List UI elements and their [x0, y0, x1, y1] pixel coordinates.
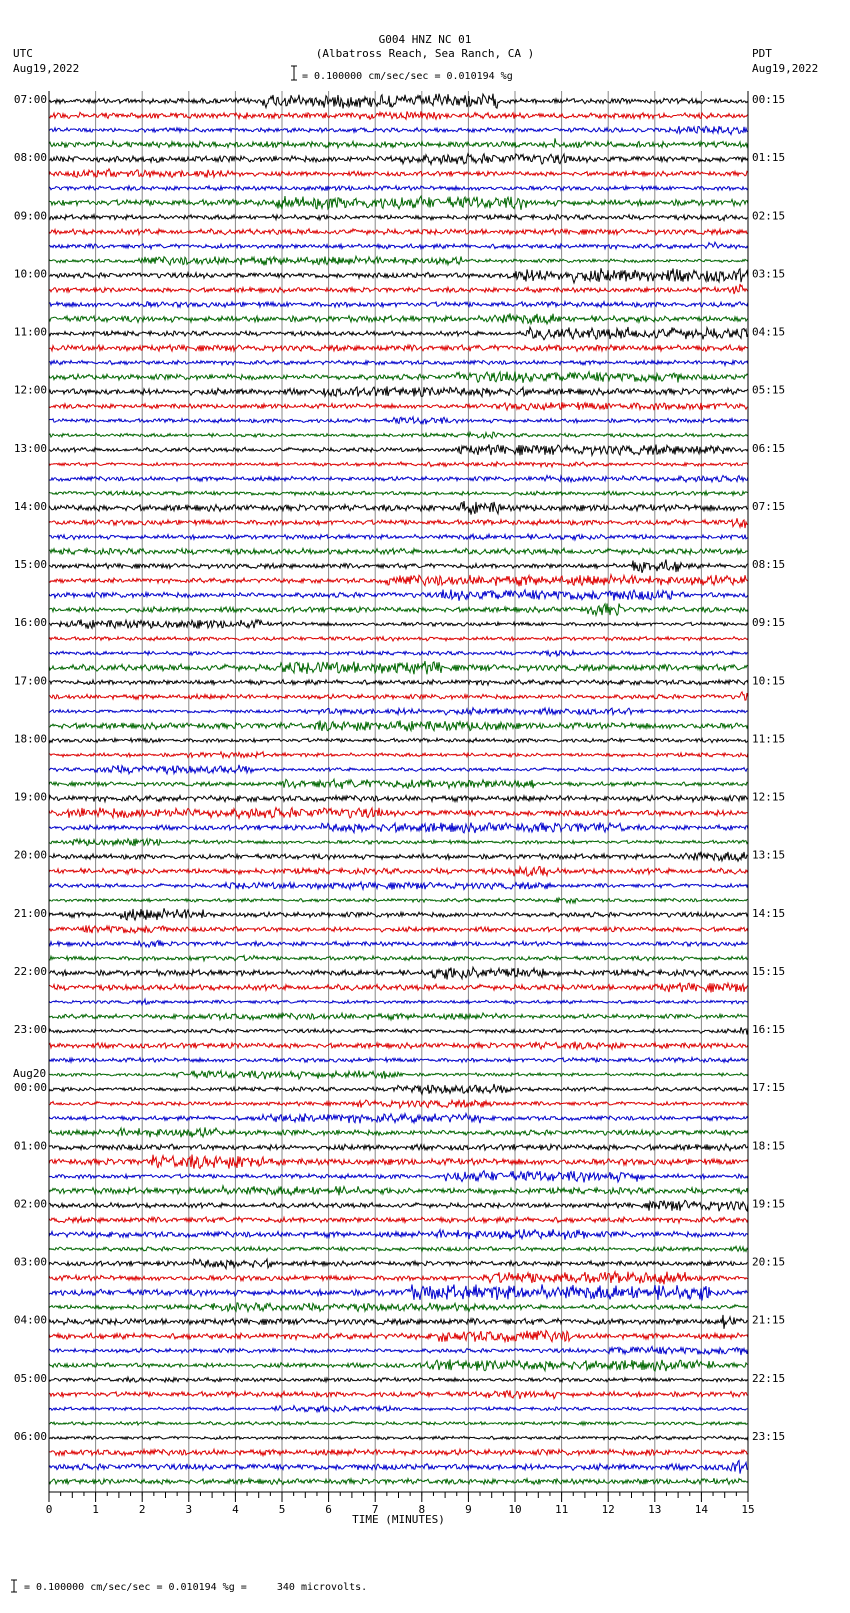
pdt-hour-label: 20:15: [752, 1255, 786, 1269]
scale-text: = 0.100000 cm/sec/sec = 0.010194 %g: [302, 71, 513, 82]
pdt-hour-label: 12:15: [752, 790, 786, 804]
seismic-trace: [49, 518, 748, 528]
x-tick-label: 9: [465, 1503, 472, 1516]
seismic-trace: [49, 752, 748, 758]
utc-hour-label: 15:00: [13, 558, 47, 571]
x-tick-label: 4: [232, 1503, 239, 1516]
seismic-trace: [49, 94, 748, 109]
utc-hour-label: 08:00: [13, 151, 47, 165]
utc-hour-label: 00:00: [13, 1081, 47, 1095]
utc-hour-label: 19:00: [13, 790, 47, 804]
x-tick-label: 5: [278, 1503, 286, 1516]
date-change-label: Aug20: [13, 1067, 47, 1081]
seismic-trace: [49, 1127, 748, 1137]
x-tick-label: 6: [325, 1503, 332, 1516]
seismic-trace: [49, 345, 748, 351]
x-tick-label: 13: [648, 1503, 662, 1516]
station-title: G004 HNZ NC 01: [378, 33, 472, 46]
seismic-trace: [49, 651, 748, 657]
seismic-trace: [49, 360, 748, 365]
pdt-hour-label: 13:15: [752, 848, 786, 862]
pdt-hour-label: 08:15: [752, 558, 786, 571]
pdt-hour-label: 11:15: [752, 732, 786, 746]
utc-hour-label: 17:00: [13, 674, 47, 688]
x-tick-label: 15: [741, 1503, 755, 1516]
seismic-trace: [49, 154, 748, 165]
seismic-trace: [49, 327, 748, 340]
seismic-trace: [49, 1421, 748, 1425]
seismic-trace: [49, 386, 748, 396]
seismic-trace: [49, 138, 748, 148]
right-date: Aug19,2022: [752, 62, 819, 75]
seismic-trace: [49, 548, 748, 554]
seismic-trace: [49, 692, 748, 700]
pdt-hour-label: 23:15: [752, 1429, 786, 1443]
x-tick-label: 2: [138, 1503, 146, 1516]
seismic-trace: [49, 1478, 748, 1484]
seismic-trace: [49, 1259, 748, 1269]
x-tick-label: 11: [554, 1503, 569, 1516]
seismic-trace: [49, 1200, 748, 1211]
footer-scale-note: = 0.100000 cm/sec/sec = 0.010194 %g = 340 microvolts.: [24, 1582, 368, 1593]
seismic-trace: [49, 808, 748, 819]
utc-hour-label: 01:00: [13, 1139, 47, 1153]
seismic-trace: [49, 1246, 748, 1251]
seismic-trace: [49, 720, 748, 731]
utc-hour-label: 02:00: [13, 1197, 47, 1211]
seismic-trace: [49, 1303, 748, 1312]
pdt-hour-label: 21:15: [752, 1313, 786, 1327]
seismic-trace: [49, 1217, 748, 1223]
utc-hour-label: 23:00: [13, 1023, 47, 1036]
seismic-trace: [49, 402, 748, 410]
utc-hour-label: 18:00: [13, 732, 47, 746]
seismic-trace: [49, 126, 748, 135]
x-tick-label: 10: [508, 1503, 522, 1516]
pdt-hour-label: 15:15: [752, 964, 786, 978]
pdt-hour-label: 03:15: [752, 267, 786, 281]
seismic-trace: [49, 1113, 748, 1123]
seismic-trace: [49, 967, 748, 979]
utc-hour-label: 11:00: [13, 325, 47, 339]
seismic-trace: [49, 462, 748, 467]
seismic-trace: [49, 1331, 748, 1342]
utc-hour-label: 10:00: [13, 267, 47, 281]
footer-scale-bar-icon: [11, 1580, 17, 1592]
seismic-trace: [49, 501, 748, 515]
seismic-trace: [49, 867, 748, 877]
x-tick-label: 1: [92, 1503, 99, 1516]
pdt-hour-label: 18:15: [752, 1139, 786, 1153]
utc-hour-label: 05:00: [13, 1371, 47, 1385]
utc-hour-label: 20:00: [13, 848, 47, 862]
x-tick-label: 3: [185, 1503, 193, 1516]
utc-hour-label: 03:00: [13, 1255, 47, 1269]
seismic-trace: [49, 111, 748, 119]
seismic-trace: [49, 1144, 748, 1151]
seismic-trace: [49, 590, 748, 601]
utc-hour-label: 21:00: [13, 906, 47, 920]
seismic-trace: [49, 1229, 748, 1239]
seismic-trace: [49, 823, 748, 834]
seismic-trace: [49, 1347, 748, 1356]
seismic-trace: [49, 1406, 748, 1413]
seismic-trace: [49, 1436, 748, 1440]
seismic-trace: [49, 898, 748, 903]
seismic-trace: [49, 1013, 748, 1020]
pdt-hour-label: 16:15: [752, 1023, 786, 1036]
seismic-trace: [49, 1359, 748, 1371]
pdt-hour-label: 10:15: [752, 674, 786, 688]
seismic-trace: [49, 476, 748, 483]
seismic-trace: [49, 637, 748, 641]
seismic-trace: [49, 1391, 748, 1399]
utc-hour-label: 06:00: [13, 1429, 47, 1443]
seismic-trace: [49, 169, 748, 178]
pdt-hour-label: 01:15: [752, 151, 786, 165]
seismic-trace: [49, 925, 748, 933]
seismic-trace: [49, 1084, 748, 1094]
right-timezone: PDT: [752, 47, 772, 60]
seismic-trace: [49, 852, 748, 862]
left-date: Aug19,2022: [13, 62, 80, 75]
seismic-trace: [49, 1186, 748, 1196]
seismic-trace: [49, 256, 748, 265]
seismic-trace: [49, 882, 748, 890]
pdt-hour-label: 17:15: [752, 1081, 786, 1095]
seismic-trace: [49, 215, 748, 221]
utc-hour-label: 04:00: [13, 1313, 47, 1327]
x-tick-label: 7: [371, 1503, 379, 1516]
seismic-trace: [49, 444, 748, 455]
x-tick-label: 14: [694, 1503, 709, 1516]
utc-hour-label: 13:00: [13, 441, 47, 455]
pdt-hour-label: 00:15: [752, 93, 786, 106]
x-tick-label: 0: [45, 1503, 53, 1516]
seismic-trace: [49, 1449, 748, 1456]
utc-hour-label: 14:00: [13, 499, 47, 513]
location-title: (Albatross Reach, Sea Ranch, CA ): [315, 47, 535, 60]
seismic-trace: [49, 417, 748, 424]
seismic-trace: [49, 284, 748, 294]
x-axis-label: TIME (MINUTES): [352, 1513, 445, 1526]
seismic-trace: [49, 1100, 748, 1108]
seismic-trace: [49, 313, 748, 324]
seismic-trace: [49, 1070, 748, 1079]
seismic-trace: [49, 839, 748, 846]
seismic-trace: [49, 1027, 748, 1034]
seismic-trace: [49, 1272, 748, 1285]
seismic-trace: [49, 1461, 748, 1474]
seismic-trace: [49, 1315, 748, 1329]
seismic-trace: [49, 1058, 748, 1063]
seismic-trace: [49, 372, 748, 383]
pdt-hour-label: 14:15: [752, 906, 786, 920]
pdt-hour-label: 07:15: [752, 499, 786, 513]
seismic-trace: [49, 1171, 748, 1183]
seismic-trace: [49, 186, 748, 191]
seismic-trace: [49, 242, 748, 249]
pdt-hour-label: 02:15: [752, 209, 786, 223]
left-timezone: UTC: [13, 47, 33, 60]
seismic-trace: [49, 956, 748, 961]
seismic-trace: [49, 229, 748, 235]
seismic-trace: [49, 196, 748, 210]
seismic-trace: [49, 779, 748, 789]
seismic-trace: [49, 661, 748, 674]
seismic-trace: [49, 983, 748, 993]
utc-hour-label: 12:00: [13, 383, 47, 397]
seismic-trace: [49, 534, 748, 540]
pdt-hour-label: 05:15: [752, 383, 786, 397]
utc-hour-label: 09:00: [13, 209, 47, 223]
seismic-trace: [49, 795, 748, 801]
seismic-trace: [49, 680, 748, 686]
x-tick-label: 12: [601, 1503, 615, 1516]
pdt-hour-label: 22:15: [752, 1371, 786, 1385]
seismic-trace: [49, 1284, 748, 1300]
pdt-hour-label: 19:15: [752, 1197, 786, 1211]
seismic-trace: [49, 302, 748, 308]
x-tick-label: 8: [418, 1503, 426, 1516]
pdt-hour-label: 04:15: [752, 325, 786, 339]
seismic-trace: [49, 604, 748, 616]
utc-hour-label: 16:00: [13, 616, 47, 630]
seismic-trace: [49, 908, 748, 920]
seismic-trace: [49, 738, 748, 742]
seismic-trace: [49, 268, 748, 283]
seismic-trace: [49, 940, 748, 947]
seismic-trace: [49, 765, 748, 774]
seismic-trace: [49, 560, 748, 573]
seismic-trace: [49, 1377, 748, 1382]
seismic-trace: [49, 1155, 748, 1169]
seismic-trace: [49, 432, 748, 438]
seismic-trace: [49, 1042, 748, 1050]
utc-hour-label: 22:00: [13, 964, 47, 978]
seismic-trace: [49, 708, 748, 715]
pdt-hour-label: 09:15: [752, 616, 786, 630]
seismic-trace: [49, 491, 748, 496]
pdt-hour-label: 06:15: [752, 441, 786, 455]
seismic-trace: [49, 999, 748, 1004]
seismic-trace: [49, 575, 748, 587]
seismic-trace: [49, 620, 748, 629]
scale-bar-icon: [291, 66, 297, 80]
utc-hour-label: 07:00: [13, 93, 47, 106]
